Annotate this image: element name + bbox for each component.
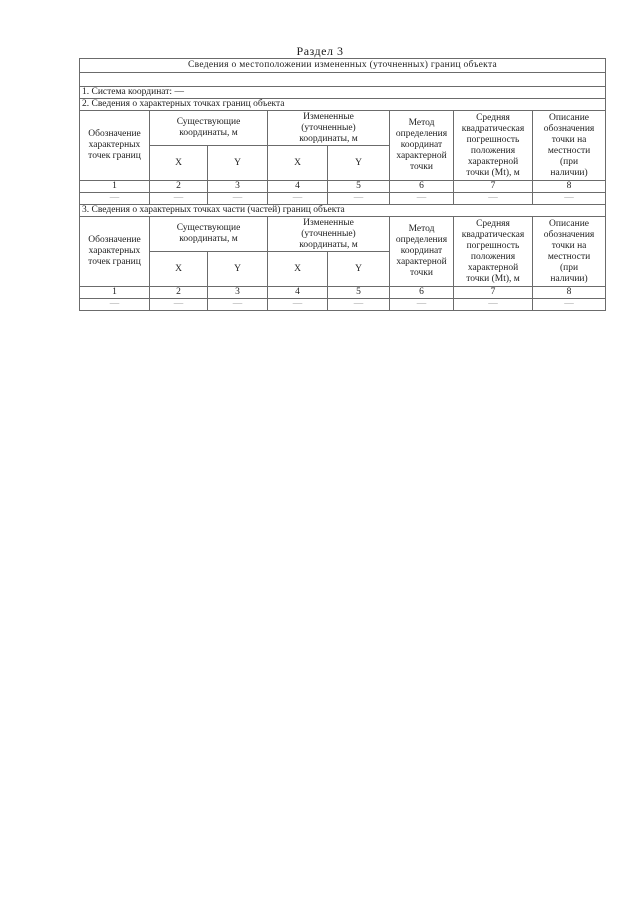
column-number: 6 bbox=[390, 181, 454, 193]
column-number: 8 bbox=[533, 287, 606, 299]
section-3-title: 3. Сведения о характерных точках части (частей) границ объекта bbox=[80, 205, 606, 217]
header-x: X bbox=[150, 252, 208, 287]
header-designation: Обозначение характерных точек границ bbox=[80, 217, 150, 287]
header-existing-coordinates: Существующие координаты, м bbox=[150, 111, 268, 146]
table-cell: — bbox=[390, 193, 454, 205]
table-cell: — bbox=[208, 193, 268, 205]
header-y: Y bbox=[328, 252, 390, 287]
table-title: Сведения о местоположении измененных (уточненных) границ объекта bbox=[80, 59, 606, 73]
table-cell: — bbox=[328, 299, 390, 311]
column-number: 7 bbox=[454, 287, 533, 299]
header-existing-coordinates: Существующие координаты, м bbox=[150, 217, 268, 252]
table-cell: — bbox=[150, 193, 208, 205]
column-number: 5 bbox=[328, 181, 390, 193]
header-method: Метод определения координат характерной точки bbox=[390, 111, 454, 181]
header-changed-coordinates: Измененные (уточненные) координаты, м bbox=[268, 111, 390, 146]
page-title: Раздел 3 bbox=[296, 44, 344, 58]
table-cell: — bbox=[268, 193, 328, 205]
header-mean-error: Средняя квадратическая погрешность положения характерной точки (Mt), м bbox=[454, 217, 533, 287]
column-number: 1 bbox=[80, 181, 150, 193]
coordinate-system: 1. Система координат: — bbox=[80, 87, 606, 99]
table-cell: — bbox=[328, 193, 390, 205]
column-number: 5 bbox=[328, 287, 390, 299]
header-x: X bbox=[268, 146, 328, 181]
column-number: 7 bbox=[454, 181, 533, 193]
table-cell: — bbox=[533, 193, 606, 205]
table-cell: — bbox=[390, 299, 454, 311]
header-y: Y bbox=[208, 252, 268, 287]
blank-row bbox=[80, 73, 606, 87]
column-number: 4 bbox=[268, 181, 328, 193]
section-2-title: 2. Сведения о характерных точках границ объекта bbox=[80, 99, 606, 111]
header-designation: Обозначение характерных точек границ bbox=[80, 111, 150, 181]
table-cell: — bbox=[454, 193, 533, 205]
table-cell: — bbox=[533, 299, 606, 311]
column-number: 3 bbox=[208, 181, 268, 193]
header-x: X bbox=[150, 146, 208, 181]
header-description: Описание обозначения точки на местности (при наличии) bbox=[533, 217, 606, 287]
table-cell: — bbox=[268, 299, 328, 311]
table-cell: — bbox=[80, 193, 150, 205]
table-cell: — bbox=[454, 299, 533, 311]
boundary-info-table bbox=[79, 58, 606, 311]
column-number: 3 bbox=[208, 287, 268, 299]
column-number: 2 bbox=[150, 181, 208, 193]
header-method: Метод определения координат характерной точки bbox=[390, 217, 454, 287]
column-number: 2 bbox=[150, 287, 208, 299]
header-description: Описание обозначения точки на местности (при наличии) bbox=[533, 111, 606, 181]
header-y: Y bbox=[328, 146, 390, 181]
column-number-row bbox=[80, 287, 606, 299]
header-x: X bbox=[268, 252, 328, 287]
table-cell: — bbox=[150, 299, 208, 311]
table-row bbox=[80, 299, 606, 311]
header-mean-error: Средняя квадратическая погрешность положения характерной точки (Mt), м bbox=[454, 111, 533, 181]
table-cell: — bbox=[208, 299, 268, 311]
column-number: 4 bbox=[268, 287, 328, 299]
table-row bbox=[80, 193, 606, 205]
column-number: 6 bbox=[390, 287, 454, 299]
column-number: 1 bbox=[80, 287, 150, 299]
table-cell: — bbox=[80, 299, 150, 311]
header-changed-coordinates: Измененные (уточненные) координаты, м bbox=[268, 217, 390, 252]
header-y: Y bbox=[208, 146, 268, 181]
column-number: 8 bbox=[533, 181, 606, 193]
column-number-row bbox=[80, 181, 606, 193]
